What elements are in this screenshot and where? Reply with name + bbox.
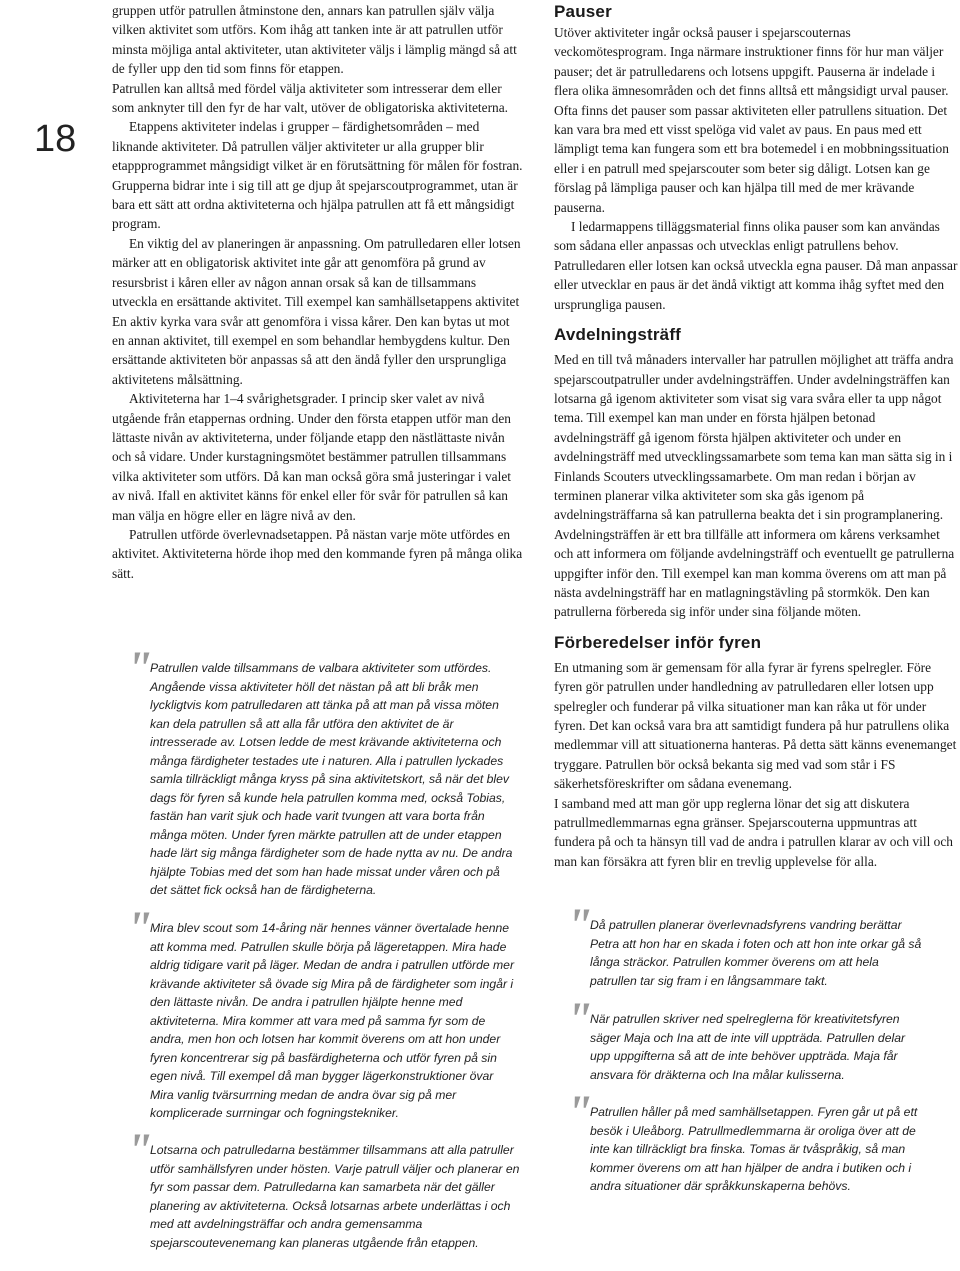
example-quote [126, 902, 520, 1123]
example-quote [566, 899, 925, 990]
body-paragraph: Utöver aktiviteter ingår också pauser i spejarscouternas veckomötesprogram. Inga närmare instruktioner finns för hur man väljer pauser; det är patrulledarens och lotsens uppgift. Pauserna är indelade i flera olika ämnesområden och det finns alltså ett mångsidigt urval pauser. Ofta finns det pauser som passar aktiviteten eller patrullens situation. Det kan vara bra med ett visst spelöga vid valet av paus. En paus med ett lämpligt tema kan fungera som ett bra botemedel i en mobbningssituation eller i en patrull med spejarscouter som beter sig dåligt. Lotsen kan ge förslag på lämpliga pauser och kan hjälpa till med de mer krävande pauserna. [554, 25, 949, 215]
section-heading-avdelningstraff: Avdelningsträff [554, 325, 682, 345]
right-column [554, 1, 959, 871]
body-paragraph: I ledarmappens tilläggsmaterial finns olika pauser som kan användas som sådana eller anpassas och utvecklas enligt patrullens behov. Patrulledaren eller lotsen kan också utveckla egna pauser. Då man anpassar eller utvecklar en paus är det ändå viktigt att komma ihåg syftet med den ursprungliga pausen. [554, 219, 958, 312]
quote-mark-icon: " [566, 1086, 593, 1139]
example-quote [126, 642, 520, 900]
body-paragraph: gruppen utför patrullen åtminstone den, annars kan patrullen själv välja vilken aktivitet som utförs. Kom ihåg att tanken inte är att patrullen utför minsta möjliga antal aktiviteter, utan aktiviteter väljs i lämplig mängd så att de fyller upp den tid som finns för etappen. [112, 3, 517, 77]
quote-text: Patrullen valde tillsammans de valbara aktiviteter som utfördes. Angående vissa aktiviteter höll det nästan på att bli bråk men lyckligtvis kom patrulledaren att tänka på att man på vissa möten kan dela patrullen så att alla får utföra den aktivitet de är intresserade av. Lotsen ledde de mest krävande aktiviteterna och många färdigheter testades ute i naturen. Alla i patrullen lyckades samla tillräckligt många kryss på sina aktivitetskort, så när det blev dags för fyren så kunde hela patrullen komma med, också Tobias, fastän han varit sjuk och hade varit tvungen att vara borta från många möten. Under fyren märkte patrullen att de under etappen hade lärt sig många färdigheter som de hade nytta av nu. De andra hjälpte Tobias med det som han hade missat under våren och på det sättet fick också han de färdigheterna. [150, 661, 513, 897]
quote-mark-icon: " [566, 899, 593, 952]
section-heading-forberedelser: Förberedelser inför fyren [554, 632, 762, 652]
quote-mark-icon: " [566, 993, 593, 1046]
body-paragraph: Patrullen kan alltså med fördel välja aktiviteter som intresserar dem eller som anknyter till den fyr de har valt, utöver de obligatoriska aktiviteterna. [112, 80, 509, 116]
page-number: 18 [34, 118, 77, 160]
quote-mark-icon: " [126, 642, 153, 695]
quote-text: Lotsarna och patrulledarna bestämmer tillsammans att alla patruller utför samhällsfyren under hösten. Varje patrull väljer och planerar en fyr som passar dem. Patrulledarna kan samarbeta när det gäller planering av aktiviteterna. Också lotsarnas arbete underlättas i och med att avdelningsträffar och andra gemensamma spejarscoutevenemang kan planeras utgående från etappen. [150, 1143, 520, 1250]
body-paragraph: En utmaning som är gemensam för alla fyrar är fyrens spelregler. Före fyren gör patrullen under handledning av patrulledaren eller lotsen upp spelregler och funderar på vilka situationer man kan råka ut för under fyren. Det kan också vara bra att samtidigt fundera på hur patrullens olika medlemmar vill att situationerna hanteras. På detta sätt känns evenemanget tryggare. Patrullen bör också bekanta sig med vad som står i FS säkerhetsföreskrifter om sådana evenemang. [554, 659, 957, 792]
body-paragraph: Patrullen utförde överlevnadsetappen. På nästan varje möte utfördes en aktivitet. Aktiviteterna hörde ihop med den kommande fyren på många olika sätt. [112, 526, 523, 581]
left-column [112, 1, 524, 583]
section-heading-pauser: Pauser [554, 2, 612, 21]
example-quote [126, 1124, 520, 1252]
quote-text: Patrullen håller på med samhällsetappen. Fyren går ut på ett besök i Uleåborg. Patrullmedlemmarna är oroliga över att de inte kan tillräckligt bra finska. Tomas är tvåspråkig, så man kommer överens om att han hjälper de andra i butiken och i andra situationer där språkkunskaperna behövs. [590, 1105, 918, 1193]
quote-text: När patrullen skriver ned spelreglerna för kreativitetsfyren säger Maja och Ina att de inte vill uppträda. Patrullen delar upp uppgifterna så att de inte behöver uppträda. Maja får ansvara för dräkterna och Ina målar kulisserna. [590, 1012, 906, 1082]
body-paragraph: En viktig del av planeringen är anpassning. Om patrulledaren eller lotsen märker att en obligatorisk aktivitet inte går att genomföra på grund av resursbrist i kåren eller av någon annan orsak så kan de tillsammans utveckla en ersättande aktivitet. Till exempel kan samhällsetappens aktivitet En aktiv kyrka vara svår att genomföra i vissa kårer. Den kan bytas ut mot en annan aktivitet, till exempel en som behandlar hembygdens kultur. Den ersättande aktiviteten bör anpassas så att den ändå fyller den ursprungliga aktivitetens målsättning. [112, 235, 521, 387]
quote-mark-icon: " [126, 902, 153, 955]
quote-text: Mira blev scout som 14-åring när hennes vänner övertalade henne att komma med. Patrullen skulle börja på lägeretappen. Mira hade aldrig tidigare varit på läger. Medan de andra i patrullen utförde mer krävande aktiviteter så övade sig Mira på de färdigheter som ingår i den lättaste nivån. De andra i patrullen hjälpte henne med aktiviteterna. Mira kommer att vara med på samma fyr som de andra, men hon och lotsen har kommit överens om att hon under fyren koncentrerar sig på basfärdigheterna och utför fyren på sin egen nivå. Till exempel då man bygger lägerkonstruktioner övar Mira vanlig tvärsurrning medan de andra övar sig på mer komplicerade surrningar och fogningstekniker. [150, 921, 515, 1120]
example-quote [566, 993, 925, 1084]
body-paragraph: Aktiviteterna har 1–4 svårighetsgrader. I princip sker valet av nivå utgående från etappernas ordning. Under den första etappen utför man den lättaste nivån av aktiviteterna, under följande etapp den nästlättaste nivån och så vidare. Under kurstagningsmötet bestämmer patrullen tillsammans vilka aktiviteter som utförs. Då kan man också göra små justeringar i valet av nivå. Ifall en aktivitet känns för enkel eller för svår för patrullen så kan man välja en högre eller en lägre nivå av den. [112, 391, 511, 523]
body-paragraph: I samband med att man gör upp reglerna lönar det sig att diskutera patrullmedlemmarnas egna gränser. Spejarscouterna uppmuntras att fundera på och ta hänsyn till vad de andra i patrullen klarar av och vill och man kan försäkra att fyren blir en trevlig upplevelse för alla. [554, 795, 953, 869]
quote-text: Då patrullen planerar överlevnadsfyrens vandring berättar Petra att hon har en skada i foten och att hon inte orkar gå så långa sträckor. Patrullen kommer överens om att hela patrullen tar sig fram i en långsammare takt. [590, 918, 922, 988]
example-quote [566, 1086, 925, 1196]
body-paragraph: Etappens aktiviteter indelas i grupper – färdighetsområden – med liknande aktiviteter. Då patrullen väljer aktiviteter ur alla grupper blir etappprogrammet mångsidigt vilket är en förutsättning för målen för fostran. Grupperna bidrar inte i sig till att ge djup åt spejarscoutprogrammet, utan är bara ett sätt att ordna aktiviteterna och hjälpa patrullen att få ett mångsidigt program. [112, 119, 523, 232]
quote-mark-icon: " [126, 1124, 153, 1177]
body-paragraph: Med en till två månaders intervaller har patrullen möjlighet att träffa andra spejarscoutpatruller under avdelningsträffen. Under avdelningsträffen kan lotsarna gå igenom aktiviteter som visat sig vara svåra eller ta upp något tema. Till exempel kan man under en första hjälpen betonad avdelningsträff gå igenom första hjälpen aktiviteter och under en avdelningsträff med utvecklingssamarbete som tema kan man sätta sig in i Finlands Scouters utvecklingssamarbete. Om man redan i början av terminen planerar vilka aktiviteter som ska gås igenom på avdelningsträffarna så kan patrullerna beakta det i sin programplanering. Avdelningsträffen är ett bra tillfälle att informera om kårens verksamhet och att informera om följande avdelningsträff och eventuellt ge patrullerna uppgifter inför den. Till exempel kan man komma överens om att man på nästa avdelningsträff har en matlagningstävling på stormkök. Den kan patrullerna förbereda sig inför under sina följande möten. [554, 352, 955, 620]
